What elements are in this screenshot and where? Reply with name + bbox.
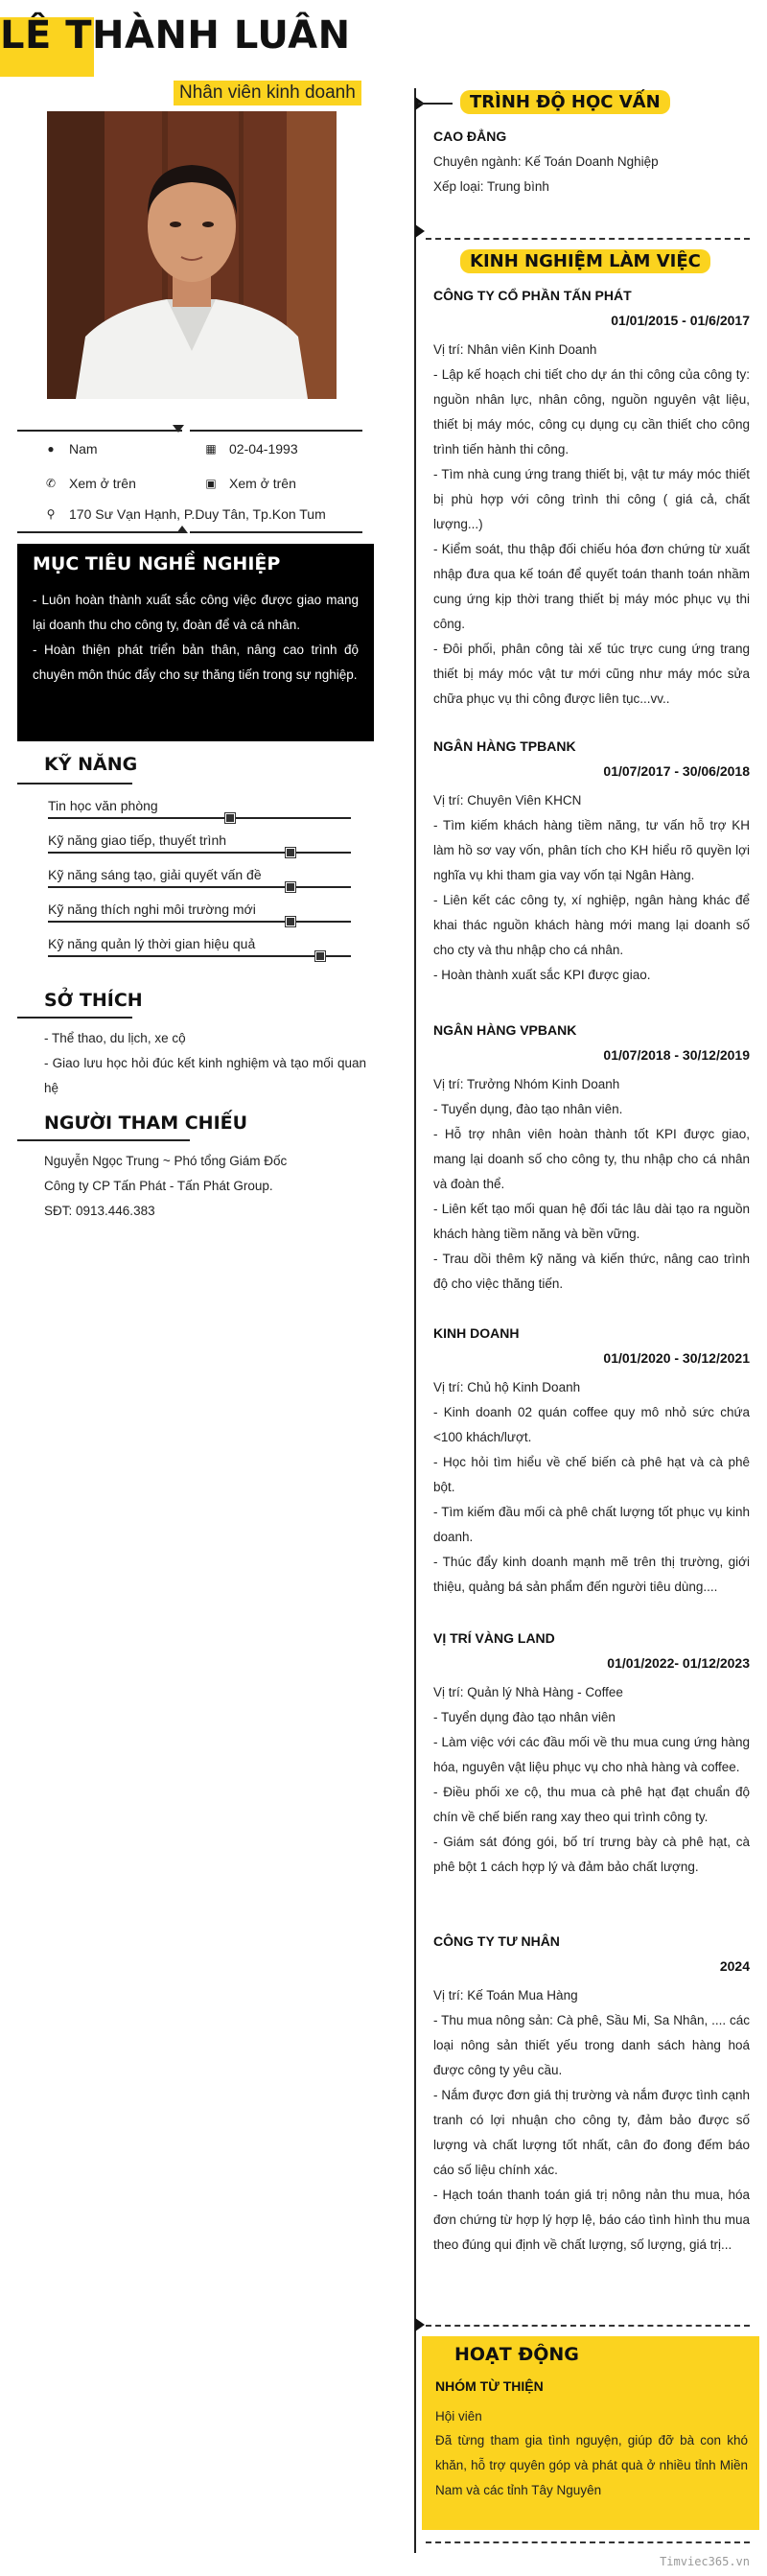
phone-row: [44, 476, 136, 491]
candidate-name: LÊ THÀNH LUÂN: [0, 13, 351, 58]
reference-line: Công ty CP Tấn Phát - Tấn Phát Group.: [44, 1179, 273, 1193]
skill-label: Kỹ năng thích nghi môi trường mới: [48, 902, 256, 917]
experience-line: Vị trí: Nhân viên Kinh Doanh: [433, 342, 597, 357]
timeline-line: [414, 88, 416, 2553]
experience-date: 01/01/2015 - 01/6/2017: [611, 313, 750, 328]
experience-line: - Tìm kiếm đầu mối cà phê chất lượng tốt phục vụ kinh doanh.: [433, 1505, 750, 1544]
hobby-item: - Giao lưu học hỏi đúc kết kinh nghiệm và tạo mối quan hệ: [44, 1056, 366, 1095]
experience-company: CÔNG TY TƯ NHÂN: [433, 1933, 560, 1949]
experience-date: 2024: [719, 1958, 750, 1974]
skill-bar: [48, 921, 351, 923]
experience-company: NGÂN HÀNG TPBANK: [433, 738, 576, 754]
experience-item: [433, 738, 750, 988]
experience-line: - Tìm kiếm khách hàng tiềm năng, tư vấn hỗ trợ KH làm hồ sơ vay vốn, phân tích cho KH hiểu rõ quyền lợi nghĩa vụ khi tham gia vay vốn tại Ngân Hàng.: [433, 818, 750, 882]
experience-line: - Tuyển dụng đào tạo nhân viên: [433, 1710, 616, 1724]
section-divider: [426, 2325, 750, 2327]
skill-bar: [48, 886, 351, 888]
divider-marker: [176, 526, 188, 533]
skill-level-marker: [286, 882, 295, 892]
experience-line: - Thúc đẩy kinh doanh mạnh mẽ trên thị trường, giới thiệu, quảng bá sản phẩm đến người tiêu dùng....: [433, 1555, 750, 1594]
skill-label: Tin học văn phòng: [48, 798, 158, 813]
objective-title: MỤC TIÊU NGHỀ NGHIỆP: [33, 553, 281, 574]
experience-item: [433, 288, 750, 712]
birthday-value: 02-04-1993: [229, 441, 298, 457]
activities-box: [422, 2336, 759, 2530]
skill-level-marker: [286, 848, 295, 857]
experience-item: [433, 1630, 750, 1880]
experience-company: NGÂN HÀNG VPBANK: [433, 1022, 577, 1038]
skill-bar: [48, 817, 351, 819]
location-icon: ⚲: [46, 507, 56, 521]
skill-level-marker: [286, 917, 295, 926]
experience-item: [433, 1325, 750, 1600]
experience-line: - Liên kết tạo mối quan hệ đối tác lâu dài tạo ra nguồn khách hàng tiềm năng và bền vững.: [433, 1202, 750, 1241]
divider: [17, 430, 182, 432]
timeline-arrow: [415, 2318, 425, 2331]
experience-header: [460, 249, 710, 273]
gender-row: [44, 441, 98, 457]
skill-label: Kỹ năng sáng tạo, giải quyết vấn đề: [48, 867, 262, 882]
divider-marker: [173, 425, 184, 433]
experience-description: [433, 1375, 750, 1600]
activities-role: Hội viên: [435, 2409, 482, 2424]
objective-line: - Hoàn thiện phát triển bản thân, nâng cao trình độ chuyên môn thúc đẩy cho sự thăng tiến trong sự nghiệp.: [33, 643, 359, 682]
experience-item: [433, 1933, 750, 2258]
experience-line: - Tuyển dụng, đào tạo nhân viên.: [433, 1102, 623, 1116]
references-title: NGƯỜI THAM CHIẾU: [44, 1112, 248, 1134]
experience-line: - Tìm nhà cung ứng trang thiết bị, vật tư máy móc thiết bị phù hợp với công trình thi công ( giá cả, chất lượng...): [433, 467, 750, 531]
references-content: [44, 1149, 366, 1224]
experience-line: - Điều phối xe cộ, thu mua cà phê hạt đạt chuẩn độ chín về chế biến rang xay theo qui trình công ty.: [433, 1785, 750, 1824]
experience-line: Vị trí: Chuyên Viên KHCN: [433, 793, 582, 808]
experience-line: Vị trí: Quản lý Nhà Hàng - Coffee: [433, 1685, 623, 1699]
career-objective: [17, 544, 374, 741]
gender-value: Nam: [69, 441, 98, 457]
experience-title: KINH NGHIỆM LÀM VIỆC: [460, 249, 710, 273]
hobbies-title-underline: [17, 1017, 132, 1019]
address-row: [44, 506, 326, 522]
experience-line: Vị trí: Chủ hộ Kinh Doanh: [433, 1380, 581, 1394]
phone-value: Xem ở trên: [69, 476, 136, 491]
skill-bar: [48, 852, 351, 854]
reference-line: SĐT: 0913.446.383: [44, 1204, 155, 1218]
experience-line: - Trau dồi thêm kỹ năng và kiến thức, nâng cao trình độ cho việc thăng tiến.: [433, 1252, 750, 1291]
skill-label: Kỹ năng quản lý thời gian hiệu quả: [48, 936, 256, 951]
education-title: TRÌNH ĐỘ HỌC VẤN: [460, 90, 670, 114]
activities-title: HOẠT ĐỘNG: [454, 2344, 579, 2365]
experience-line: - Kinh doanh 02 quán coffee quy mô nhỏ sức chứa <100 khách/lượt.: [433, 1405, 750, 1444]
hobby-item: - Thể thao, du lịch, xe cộ: [44, 1031, 186, 1045]
experience-line: - Hạch toán thanh toán giá trị nông nản thu mua, hóa đơn chứng từ hợp lý hợp lệ, báo cáo tình hình thu mua theo đúng qui định về chất lượng, số lượng, giá trị...: [433, 2188, 750, 2252]
experience-company: KINH DOANH: [433, 1325, 520, 1341]
skill-label: Kỹ năng giao tiếp, thuyết trình: [48, 832, 227, 848]
objective-line: - Luôn hoàn thành xuất sắc công việc được giao mang lại doanh thu cho công ty, đoàn để và cá nhân.: [33, 593, 359, 632]
experience-line: Vị trí: Kế Toán Mua Hàng: [433, 1988, 578, 2002]
skills-title-underline: [17, 783, 132, 785]
timeline-connector: [418, 103, 453, 105]
phone-icon: ✆: [45, 477, 57, 490]
skills-title: KỸ NĂNG: [44, 754, 138, 775]
experience-line: - Học hỏi tìm hiểu về chế biến cà phê hạt và cà phê bột.: [433, 1455, 750, 1494]
address-value: 170 Sư Vạn Hạnh, P.Duy Tân, Tp.Kon Tum: [69, 506, 326, 522]
email-row: [204, 476, 296, 491]
user-icon: ●: [47, 442, 55, 456]
education-content: [433, 129, 750, 199]
experience-description: [433, 1983, 750, 2258]
skill-level-marker: [315, 951, 325, 961]
experience-line: - Làm việc với các đầu mối về thu mua cung ứng hàng hóa, nguyên vật liệu phục vụ cho nhà hàng và coffee.: [433, 1735, 750, 1774]
skill-bar: [48, 955, 351, 957]
education-school: CAO ĐẲNG: [433, 129, 507, 144]
profile-photo: [47, 111, 337, 399]
calendar-icon: ▦: [205, 442, 217, 456]
timeline-arrow: [415, 224, 425, 238]
email-icon: ▣: [205, 477, 217, 490]
experience-line: Vị trí: Trưởng Nhóm Kinh Doanh: [433, 1077, 620, 1091]
experience-description: [433, 1072, 750, 1297]
divider: [17, 531, 182, 533]
experience-line: - Lập kế hoạch chi tiết cho dự án thi công của công ty: nguồn nhân lực, nhân công, nguồn nguyên vật liệu, thiết bị máy móc, công cụ dụng cụ cần thiết cho công trình tiến hành thi công.: [433, 367, 750, 457]
experience-line: - Nắm được đơn giá thị trường và nắm được tình cạnh tranh có lợi nhuận cho công ty, đảm bảo được số lượng và chất lượng tốt nhất, cân đo đong đếm báo cáo số liệu chính xác.: [433, 2088, 750, 2177]
experience-line: - Liên kết các công ty, xí nghiệp, ngân hàng khác để khai thác nguồn khách hàng mới mang lại doanh số cho cty và thu nhập cho cá nhân.: [433, 893, 750, 957]
hobbies-content: [44, 1026, 366, 1101]
birthday-row: [204, 441, 298, 457]
experience-line: - Thu mua nông sản: Cà phê, Sầu Mi, Sa Nhân, .... các loại nông sản thiết yếu trong danh sách hàng hoá được công ty yêu cầu.: [433, 2013, 750, 2077]
skill-level-marker: [225, 813, 235, 823]
divider: [190, 531, 362, 533]
experience-description: [433, 338, 750, 712]
experience-line: - Giám sát đóng gói, bố trí trưng bày cà phê hạt, cà phê bột 1 cách hợp lý và đảm bảo chất lượng.: [433, 1835, 750, 1874]
watermark: Timviec365.vn: [660, 2555, 750, 2568]
references-title-underline: [17, 1139, 190, 1141]
experience-line: - Kiểm soát, thu thập đối chiếu hóa đơn chứng từ xuất nhập đưa qua kế toán để quyết toán thanh toán nhầm cung ứng kịp thời trang thiết bị máy móc phục vụ thi công.: [433, 542, 750, 631]
activities-org: NHÓM TỪ THIỆN: [435, 2378, 544, 2394]
experience-company: CÔNG TY CỔ PHẦN TẤN PHÁT: [433, 288, 632, 303]
experience-date: 01/01/2020 - 30/12/2021: [603, 1350, 750, 1366]
activities-desc: Đã từng tham gia tình nguyện, giúp đỡ bà con khó khăn, hỗ trợ quyên góp và phát quà ở nhiều tỉnh Miền Nam và các tỉnh Tây Nguyên: [435, 2433, 748, 2497]
reference-line: Nguyễn Ngọc Trung ~ Phó tổng Giám Đốc: [44, 1154, 288, 1168]
experience-item: [433, 1022, 750, 1297]
section-divider: [426, 2541, 750, 2543]
experience-date: 01/07/2017 - 30/06/2018: [603, 763, 750, 779]
hobbies-title: SỞ THÍCH: [44, 990, 143, 1011]
experience-line: - Hoàn thành xuất sắc KPI được giao.: [433, 968, 651, 982]
experience-line: - Hỗ trợ nhân viên hoàn thành tốt KPI được giao, mang lại doanh số cho công ty, thu nhập cho cá nhân và đoàn thể.: [433, 1127, 750, 1191]
job-title: Nhân viên kinh doanh: [174, 81, 361, 105]
education-header: [460, 90, 670, 114]
email-value: Xem ở trên: [229, 476, 296, 491]
experience-line: - Đôi phối, phân công tài xế túc trực cung ứng trang thiết bị máy móc vật tư mới cũng như máy móc sửa chữa phục vụ thi công được liên tục...vv..: [433, 642, 750, 706]
experience-description: [433, 788, 750, 988]
experience-date: 01/01/2022- 01/12/2023: [607, 1655, 750, 1671]
experience-description: [433, 1680, 750, 1880]
experience-company: VỊ TRÍ VÀNG LAND: [433, 1630, 555, 1646]
divider: [190, 430, 362, 432]
education-major: Chuyên ngành: Kế Toán Doanh Nghiệp: [433, 154, 659, 169]
education-rank: Xếp loại: Trung bình: [433, 179, 549, 194]
experience-date: 01/07/2018 - 30/12/2019: [603, 1047, 750, 1063]
section-divider: [426, 238, 750, 240]
